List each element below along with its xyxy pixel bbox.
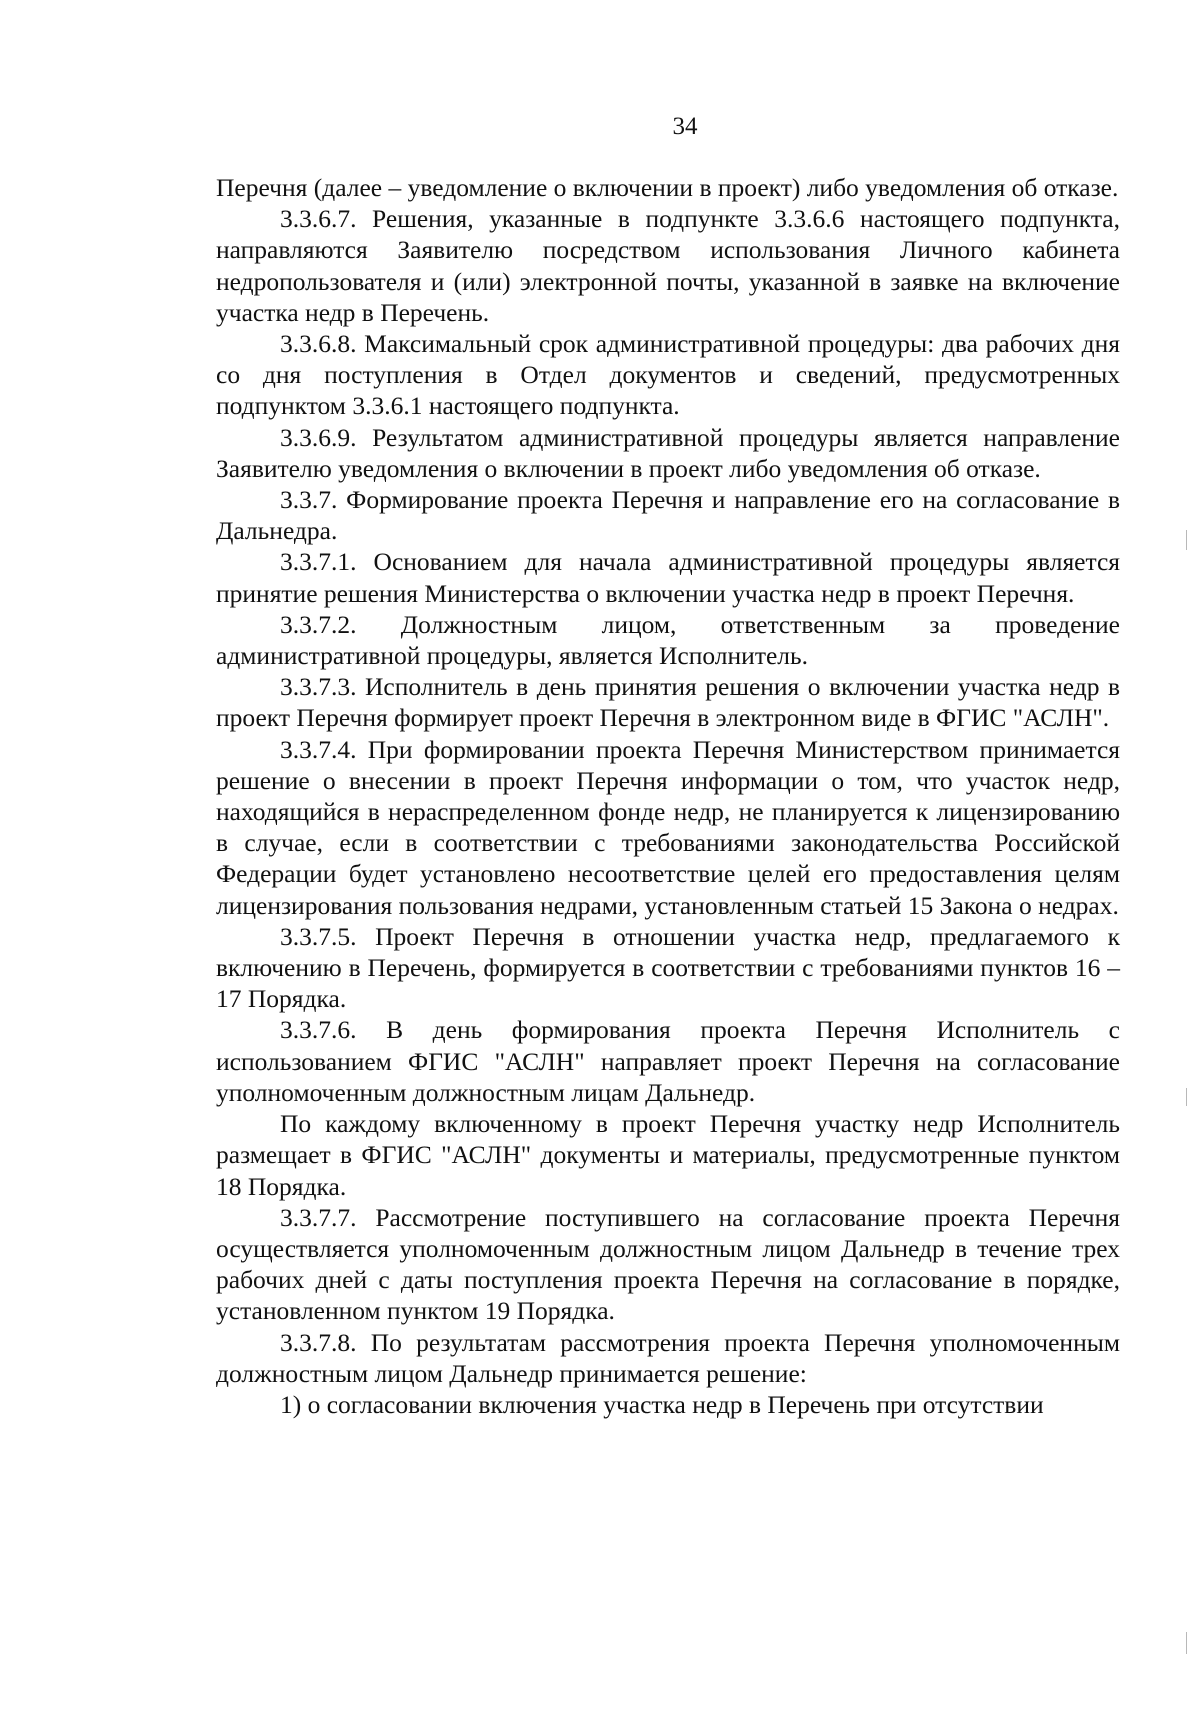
scan-artifact-line [1186, 530, 1187, 550]
page-number: 34 [672, 113, 698, 140]
paragraph-3-3-7-8: 3.3.7.8. По результатам рассмотрения проекта Перечня уполномоченным должностным лицом Дальнедр принимается решение: [216, 1327, 1120, 1388]
scan-artifact-line [1186, 1632, 1187, 1654]
paragraph-3-3-7-3: 3.3.7.3. Исполнитель в день принятия решения о включении участка недр в проект Перечня формирует проект Перечня в электронном виде в ФГИС "АСЛН". [216, 672, 1120, 733]
paragraph-continuation: Перечня (далее – уведомление о включении в проект) либо уведомления об отказе. [216, 173, 1119, 202]
paragraph-3-3-6-8: 3.3.6.8. Максимальный срок административной процедуры: два рабочих дня со дня поступления в Отдел документов и сведений, предусмотренных подпунктом 3.3.6.1 настоящего подпункта. [216, 329, 1120, 421]
paragraph-3-3-7-4: 3.3.7.4. При формировании проекта Перечня Министерством принимается решение о внесении в проект Перечня информации о том, что участок недр, находящийся в нераспределенном фонде недр, не планируется к лицензированию в случае, если в соответствии с требованиями законодательства Российской Федерации будет установлено несоответствие целей его предоставления целям лицензирования пользования недрами, установленным статьей 15 Закона о недрах. [216, 734, 1120, 920]
scan-artifact-line [1186, 1088, 1187, 1106]
paragraph-3-3-7-6-continued: По каждому включенному в проект Перечня участку недр Исполнитель размещает в ФГИС "АСЛН" документы и материалы, предусмотренные пунктом 18 Порядка. [216, 1109, 1120, 1201]
document-body [216, 172, 1120, 1420]
paragraph-3-3-7-6: 3.3.7.6. В день формирования проекта Перечня Исполнитель с использованием ФГИС "АСЛН" направляет проект Перечня на согласование уполномоченным должностным лицам Дальнедр. [216, 1015, 1120, 1107]
paragraph-3-3-7-1: 3.3.7.1. Основанием для начала административной процедуры является принятие решения Министерства о включении участка недр в проект Перечня. [216, 547, 1120, 608]
list-item-1: 1) о согласовании включения участка недр в Перечень при отсутствии [280, 1389, 1044, 1419]
paragraph-3-3-7-5: 3.3.7.5. Проект Перечня в отношении участка недр, предлагаемого к включению в Перечень, формируется в соответствии с требованиями пунктов 16 – 17 Порядка. [216, 921, 1120, 1014]
paragraph-3-3-7: 3.3.7. Формирование проекта Перечня и направление его на согласование в Дальнедра. [216, 485, 1120, 546]
paragraph-3-3-7-7: 3.3.7.7. Рассмотрение поступившего на согласование проекта Перечня осуществляется уполномоченным должностным лицом Дальнедр в течение трех рабочих дней с даты поступления проекта Перечня на согласование в порядке, установленном пунктом 19 Порядка. [216, 1202, 1120, 1326]
paragraph-3-3-6-9: 3.3.6.9. Результатом административной процедуры является направление Заявителю уведомления о включении в проект либо уведомления об отказе. [216, 422, 1120, 483]
paragraph-3-3-6-7: 3.3.6.7. Решения, указанные в подпункте 3.3.6.6 настоящего подпункта, направляются Заявителю посредством использования Личного кабинета недропользователя и (или) электронной почты, указанной в заявке на включение участка недр в Перечень. [216, 204, 1120, 327]
paragraph-3-3-7-2: 3.3.7.2. Должностным лицом, ответственным за проведение административной процедуры, является Исполнитель. [216, 609, 1120, 671]
